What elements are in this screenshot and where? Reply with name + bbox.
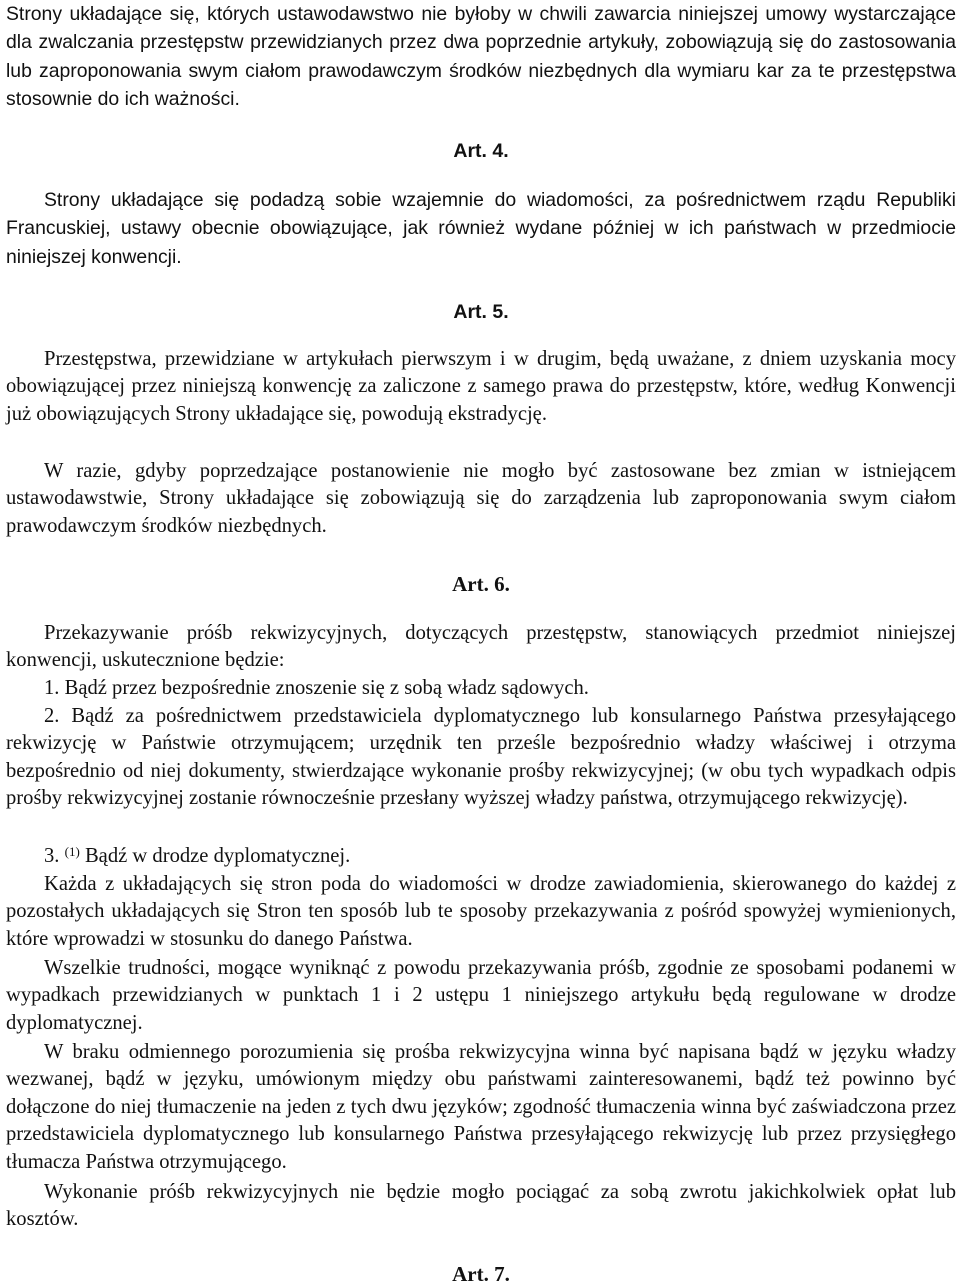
article-6-paragraph-1: Przekazywanie próśb rekwizycyjnych, dotyczących przestępstw, stanowiących przedmiot niniejszej konwencji, uskutecznione będzie: xyxy=(6,622,956,672)
article-5-paragraph-2: W razie, gdyby poprzedzające postanowienie nie mogło być zastosowane bez zmian w istniejącem ustawodawstwie, Strony układające się zobowiązują się do zarządzenia lub zaproponowania swym ciałom prawodawczym środków niezbędnych. xyxy=(6,460,956,537)
article-6-list-item-3 xyxy=(6,843,956,870)
article-4-heading: Art. 4. xyxy=(453,140,509,162)
list-item-3-number: 3. xyxy=(44,845,60,867)
article-6-list-item-1: 1. Bądź przez bezpośrednie znoszenie się z sobą władz sądowych. xyxy=(44,677,589,699)
article-6-paragraph-2: Każda z układających się stron poda do wiadomości w drodze zawiadomienia, skierowanego do każdej z pozostałych układających się Stron ten sposób lub te sposoby przekazywania z pośród spowyżej wymienionych, które wprowadzi w stosunku do danego Państwa. xyxy=(6,873,956,950)
intro-paragraph: Strony układające się, których ustawodawstwo nie byłoby w chwili zawarcia niniejszej umowy wystarczające dla zwalczania przestępstw przewidzianych przez dwa poprzednie artykuły, zobowiązują się do zastosowania lub zaproponowania swym ciałom prawodawczym środków niezbędnych dla wymiaru kar za te przestępstwa stosownie do ich ważności. xyxy=(6,3,956,111)
article-5-heading: Art. 5. xyxy=(453,301,509,323)
article-5-paragraph-1: Przestępstwa, przewidziane w artykułach pierwszym i w drugim, będą uważane, z dniem uzyskania mocy obowiązującej przez niniejszą konwencję za zaliczone z samego prawa do przestępstw, które, według Konwencji już obowiązujących Strony układające się, powodują ekstradycję. xyxy=(6,348,956,425)
footnote-marker: (1) xyxy=(64,844,80,859)
list-item-3-text: Bądź w drodze dyplomatycznej. xyxy=(84,845,351,867)
article-4-paragraph: Strony układające się podadzą sobie wzajemnie do wiadomości, za pośrednictwem rządu Republiki Francuskiej, ustawy obecnie obowiązujące, jak również wydane później w ich państwach w przedmiocie niniejszej konwencji. xyxy=(6,189,956,268)
article-6-list-item-2: 2. Bądź za pośrednictwem przedstawiciela dyplomatycznego lub konsularnego Państwa przesyłającego rekwizycję w Państwie otrzymującem; urzędnik ten prześle bezpośrednio władzy właściwej i otrzyma bezpośrednio od niej dokumenty, stwierdzające wykonanie prośby rekwizycyjnej; (w obu tych wypadkach odpis prośby rekwizycyjnej zostanie równocześnie przesłany wyższej władzy państwa, otrzymującego rekwizycję). xyxy=(6,705,956,810)
article-6-paragraph-5: Wykonanie próśb rekwizycyjnych nie będzie mogło pociągać za sobą zwrotu jakichkolwiek opłat lub kosztów. xyxy=(6,1181,956,1231)
article-6-paragraph-3: Wszelkie trudności, mogące wyniknąć z powodu przekazywania próśb, zgodnie ze sposobami podanemi w wypadkach przewidzianych w punktach 1 i 2 ustępu 1 niniejszego artykułu będą regulowane w drodze dyplomatycznej. xyxy=(6,957,956,1034)
article-6-heading: Art. 6. xyxy=(452,572,510,596)
article-7-heading: Art. 7. xyxy=(452,1262,510,1286)
article-6-paragraph-4: W braku odmiennego porozumienia się prośba rekwizycyjna winna być napisana bądź w języku władzy wezwanej, bądź w języku, umówionym między obu państwami zainteresowanemi, bądź też powinno być dołączone do niej tłumaczenie na jeden z tych dwu języków; zgodność tłumaczenia winna być zaświadczona przez przedstawiciela dyplomatycznego lub konsularnego Państwa przesyłającego rekwizycję lub przez przysięgłego tłumacza Państwa otrzymującego. xyxy=(6,1041,956,1173)
